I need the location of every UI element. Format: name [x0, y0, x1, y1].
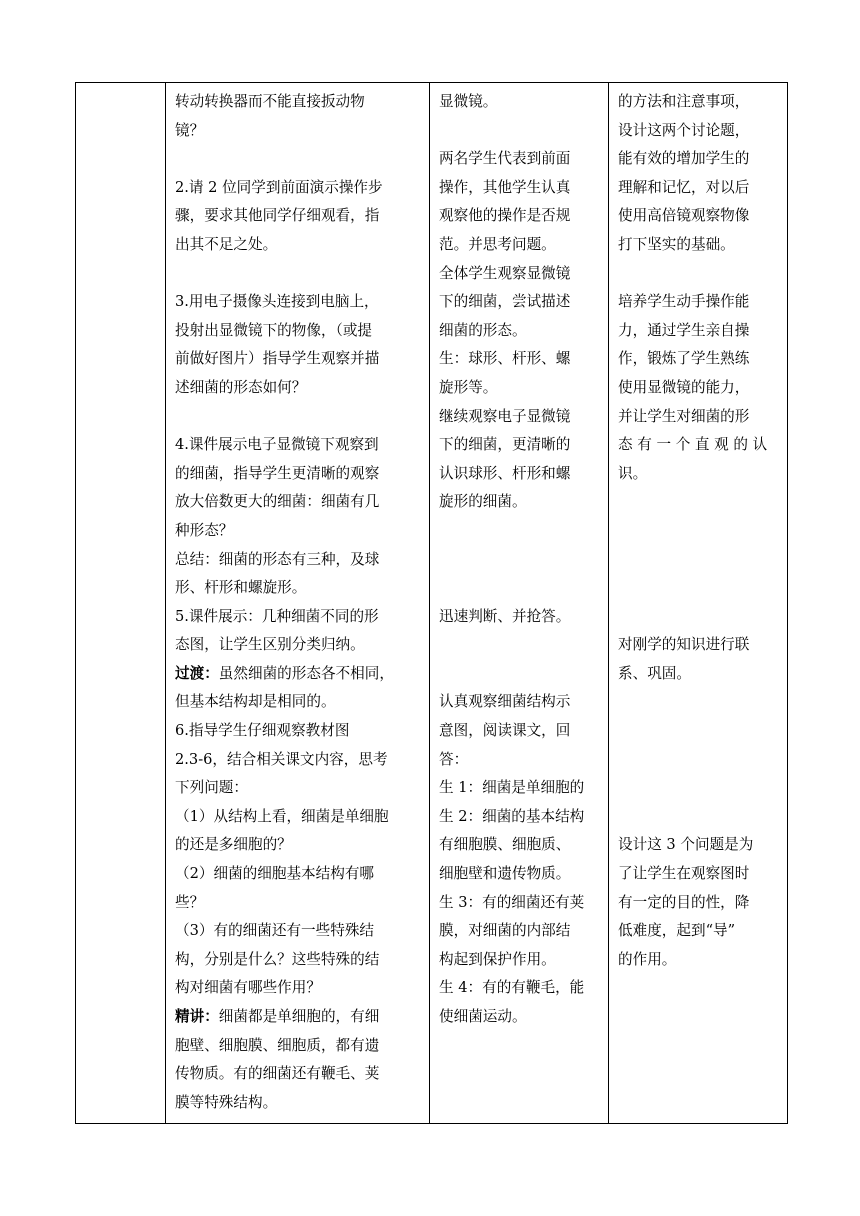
text-line: 打下坚实的基础。 — [618, 235, 735, 253]
text-line: （2）细菌的细胞基本结构有哪 — [175, 865, 375, 883]
text-line: 5.课件展示：几种细菌不同的形 — [175, 607, 379, 625]
text-line: 镜？ — [175, 121, 205, 139]
text-line: 胞壁、细胞膜、细胞质，都有遗 — [175, 1036, 380, 1054]
text-line: 的方法和注意事项， — [618, 93, 750, 110]
text-line: 放大倍数更大的细菌：细菌有几 — [175, 493, 380, 511]
transition-label: 过渡： — [175, 664, 219, 682]
text-line: 6.指导学生仔细观察教材图 — [175, 722, 350, 740]
text-line: 出其不足之处。 — [175, 235, 278, 253]
text-line: 对刚学的知识进行联 — [618, 636, 750, 654]
text-line: 意图，阅读课文，回 — [439, 722, 571, 740]
text-line: 系、巩固。 — [618, 664, 691, 682]
text-line: 构对细菌有哪些作用？ — [175, 979, 321, 997]
text-line: 能有效的增加学生的 — [618, 150, 750, 168]
text-line: 了让学生在观察图时 — [618, 865, 750, 883]
text-line: 有一定的目的性，降 — [618, 893, 750, 911]
text-line: 2.请 2 位同学到前面演示操作步 — [175, 178, 383, 196]
text-line: 传物质。有的细菌还有鞭毛、荚 — [175, 1065, 380, 1083]
text-line: 述细菌的形态如何？ — [175, 378, 307, 396]
text-line: 答： — [439, 750, 469, 768]
text-line: 膜，对细菌的内部结 — [439, 922, 571, 940]
text-line: 态 有 一 个 直 观 的 认 — [618, 436, 768, 454]
lecture-label: 精讲： — [175, 1008, 219, 1025]
text-line: 继续观察电子显微镜 — [439, 407, 571, 425]
text-line: 构起到保护作用。 — [439, 950, 556, 968]
column-divider — [429, 83, 430, 1123]
student-activity-column — [439, 88, 605, 1032]
text-line: 识。 — [618, 464, 648, 482]
text-line: 低难度，起到“导” — [618, 922, 736, 940]
text-line: 旋形的细菌。 — [439, 493, 527, 511]
text-line: 并让学生对细菌的形 — [618, 407, 750, 425]
text-line: 的细菌，指导学生更清晰的观察 — [175, 464, 380, 482]
text-line: 使用显微镜的能力， — [618, 378, 750, 396]
text-line: 迅速判断、并抢答。 — [439, 607, 571, 625]
text-line: （1）从结构上看，细菌是单细胞 — [175, 807, 389, 825]
text-line: 转动转换器而不能直接扳动物 — [175, 93, 365, 110]
text-line: （3）有的细菌还有一些特殊结 — [175, 922, 375, 940]
text-line: 但基本结构却是相同的。 — [175, 693, 336, 711]
text-line: 前做好图片）指导学生观察并描 — [175, 350, 380, 368]
text-line: 有细胞膜、细胞质、 — [439, 836, 571, 854]
text-line: 操作，其他学生认真 — [439, 178, 571, 196]
column-divider — [165, 83, 166, 1123]
text-line — [175, 660, 421, 689]
text-line: 力，通过学生亲自操 — [618, 321, 750, 339]
text-line: 设计这 3 个问题是为 — [618, 836, 754, 854]
text-line — [175, 1003, 421, 1032]
text-line: 生 4：有的有鞭毛，能 — [439, 979, 585, 997]
text-line: 培养学生动手操作能 — [618, 293, 750, 311]
text-line: 生 3：有的细菌还有荚 — [439, 893, 585, 911]
text-line: 下的细菌，更清晰的 — [439, 436, 571, 454]
text-line: 种形态？ — [175, 521, 234, 539]
text-line: 下的细菌，尝试描述 — [439, 293, 571, 311]
text-line: 生：球形、杆形、螺 — [439, 350, 571, 368]
text-line: 细菌的形态。 — [439, 321, 527, 339]
text-line: 全体学生观察显微镜 — [439, 264, 571, 282]
text-line: 作，锻炼了学生熟练 — [618, 350, 750, 368]
text-line: 3.用电子摄像头连接到电脑上， — [175, 293, 379, 311]
text-line: 投射出显微镜下的物像，（或提 — [175, 321, 373, 339]
text-line: 认识球形、杆形和螺 — [439, 464, 571, 482]
transition-text: 虽然细菌的形态各不相同， — [218, 664, 394, 682]
text-line: 旋形等。 — [439, 378, 498, 396]
text-line: 下列问题： — [175, 779, 248, 797]
text-line: 4.课件展示电子显微镜下观察到 — [175, 436, 379, 454]
lecture-text: 细菌都是单细胞的，有细 — [218, 1008, 380, 1025]
text-line: 观察他的操作是否规 — [439, 207, 571, 225]
text-line: 骤，要求其他同学仔细观看，指 — [175, 207, 380, 225]
text-line: 细胞壁和遗传物质。 — [439, 865, 571, 883]
text-line: 的作用。 — [618, 950, 677, 968]
text-line: 认真观察细菌结构示 — [439, 693, 571, 711]
text-line: 2.3-6，结合相关课文内容，思考 — [175, 750, 388, 768]
text-line: 形、杆形和螺旋形。 — [175, 579, 307, 597]
text-line: 总结：细菌的形态有三种，及球 — [175, 550, 380, 568]
text-line: 的还是多细胞的？ — [175, 836, 292, 854]
design-intent-column — [618, 88, 782, 974]
text-line: 膜等特殊结构。 — [175, 1093, 278, 1111]
text-line: 使用高倍镜观察物像 — [618, 207, 750, 225]
text-line: 显微镜。 — [439, 93, 498, 110]
text-line: 态图，让学生区别分类归纳。 — [175, 636, 365, 654]
text-line: 生 2：细菌的基本结构 — [439, 807, 585, 825]
teacher-activity-column — [175, 88, 421, 1117]
text-line: 理解和记忆，对以后 — [618, 178, 750, 196]
text-line: 设计这两个讨论题， — [618, 121, 750, 139]
column-divider — [608, 83, 609, 1123]
text-line: 范。并思考问题。 — [439, 235, 556, 253]
lesson-plan-table — [75, 82, 788, 1124]
text-line: 些？ — [175, 893, 205, 911]
text-line: 两名学生代表到前面 — [439, 150, 571, 168]
text-line: 使细菌运动。 — [439, 1008, 527, 1025]
text-line: 生 1：细菌是单细胞的 — [439, 779, 585, 797]
text-line: 构，分别是什么？这些特殊的结 — [175, 950, 380, 968]
